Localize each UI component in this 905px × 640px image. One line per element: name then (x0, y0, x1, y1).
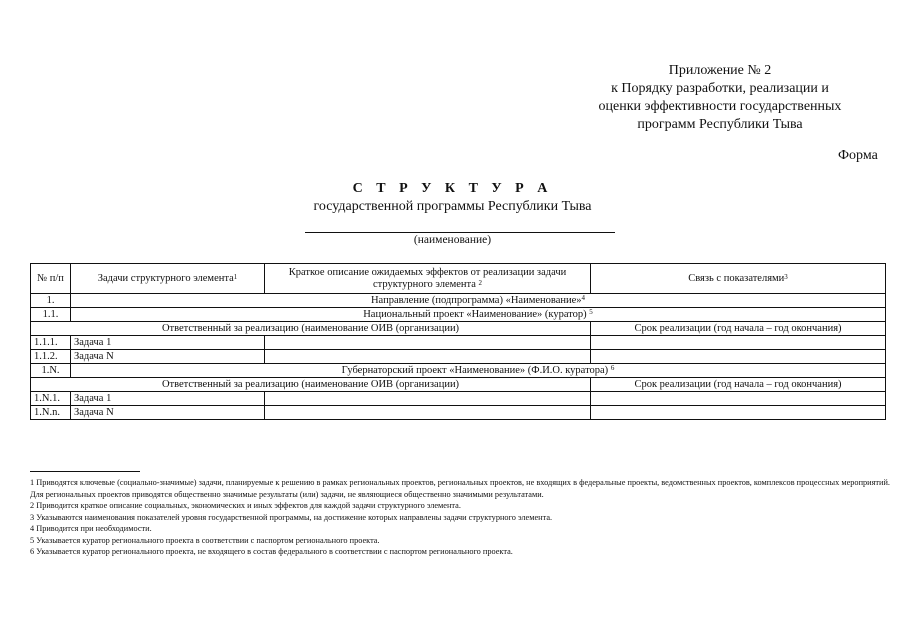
footnote-2: 2 Приводится краткое описание социальных, экономических и иных эффектов для каждой задачи структурного элемента. (30, 501, 461, 510)
links-cell (591, 392, 886, 406)
effects-cell (265, 392, 591, 406)
task-cell: Задача N (71, 406, 265, 420)
document-title: С Т Р У К Т У Р А (352, 181, 553, 196)
table-row (31, 364, 886, 378)
national-project-cell (71, 308, 886, 322)
links-cell (591, 336, 886, 350)
footnote-ref: 4 (581, 294, 586, 302)
header-number: № п/п (31, 264, 71, 294)
table-row (31, 350, 886, 364)
table-row (31, 308, 886, 322)
footnote-5: 5 Указывается куратор регионального проекта в соответствии с паспортом регионального проекта. (30, 535, 380, 545)
effects-cell (265, 336, 591, 350)
footnote-ref: 6 (610, 364, 615, 372)
footnote-4: 4 Приводится при необходимости. (30, 524, 152, 533)
table-row (31, 336, 886, 350)
task-cell: Задача 1 (71, 392, 265, 406)
form-label: Форма (838, 148, 878, 163)
footnotes (30, 477, 890, 558)
footnote-1: 1 Приводятся ключевые (социально-значимые) задачи, планируемые к решению в рамках региональных проектов, региональных проектов, не входящих в федеральные проекты, ведомственных проектов, комплексов процессных мероприятий. Для региональных проектов приводятся общественно значимые результаты (или) задачи, не являющиеся общественно значимыми результатами. (30, 478, 891, 499)
footnote-3: 3 Указываются наименования показателей уровня государственной программы, на достижение которых направлены задачи структурного элемента. (30, 512, 553, 522)
footnote-ref: 3 (784, 272, 788, 281)
task-cell: Задача N (71, 350, 265, 364)
table-row (31, 322, 886, 336)
structure-table (30, 263, 886, 420)
document-subtitle: государственной программы Республики Тыва (313, 199, 592, 214)
name-caption: (наименование) (413, 234, 492, 246)
term-cell: Срок реализации (год начала – год окончания) (591, 322, 886, 336)
row-number: 1.1.1. (31, 336, 71, 350)
header-links (591, 264, 886, 294)
governor-project-cell (71, 364, 886, 378)
row-number: 1.1.2. (31, 350, 71, 364)
row-number: 1.N. (31, 364, 71, 378)
header-links-label: Связь с показателями (688, 272, 785, 284)
table-header-row (31, 264, 886, 294)
header-effects (265, 264, 591, 294)
row-number: 1.1. (31, 308, 71, 322)
appendix-line-4: программ Республики Тыва (637, 117, 803, 132)
footnote-separator (30, 471, 140, 472)
footnote-ref: 1 (233, 272, 238, 281)
table-row (31, 294, 886, 308)
row-number: 1.N.n. (31, 406, 71, 420)
links-cell (591, 350, 886, 364)
header-tasks (71, 264, 265, 294)
appendix-header (565, 62, 875, 134)
name-underline (305, 232, 615, 233)
row-number: 1. (31, 294, 71, 308)
links-cell (591, 406, 886, 420)
table-row (31, 406, 886, 420)
footnote-ref: 5 (589, 308, 593, 316)
row-number: 1.N.1. (31, 392, 71, 406)
direction-cell (71, 294, 886, 308)
governor-project-label: Губернаторский проект «Наименование» (Ф.И.О. куратора) (341, 365, 609, 376)
responsible-cell: Ответственный за реализацию (наименование ОИВ (организации) (31, 378, 591, 392)
appendix-line-1: Приложение № 2 (668, 63, 772, 78)
header-effects-label: Краткое описание ожидаемых эффектов от реализации задачи структурного элемента (288, 266, 567, 290)
header-tasks-label: Задачи структурного элемента (97, 272, 234, 284)
task-cell: Задача 1 (71, 336, 265, 350)
national-project-label: Национальный проект «Наименование» (куратор) (363, 309, 587, 320)
appendix-line-3: оценки эффективности государственных (598, 99, 842, 114)
table-row (31, 378, 886, 392)
footnote-ref: 2 (478, 278, 483, 287)
table-row (31, 392, 886, 406)
term-cell: Срок реализации (год начала – год окончания) (591, 378, 886, 392)
effects-cell (265, 350, 591, 364)
direction-label: Направление (подпрограмма) «Наименование» (370, 295, 582, 306)
responsible-cell: Ответственный за реализацию (наименование ОИВ (организации) (31, 322, 591, 336)
appendix-line-2: к Порядку разработки, реализации и (611, 81, 829, 96)
footnote-6: 6 Указывается куратор регионального проекта, не входящего в состав федерального в соответствии с паспортом регионального проекта. (30, 547, 513, 556)
effects-cell (265, 406, 591, 420)
